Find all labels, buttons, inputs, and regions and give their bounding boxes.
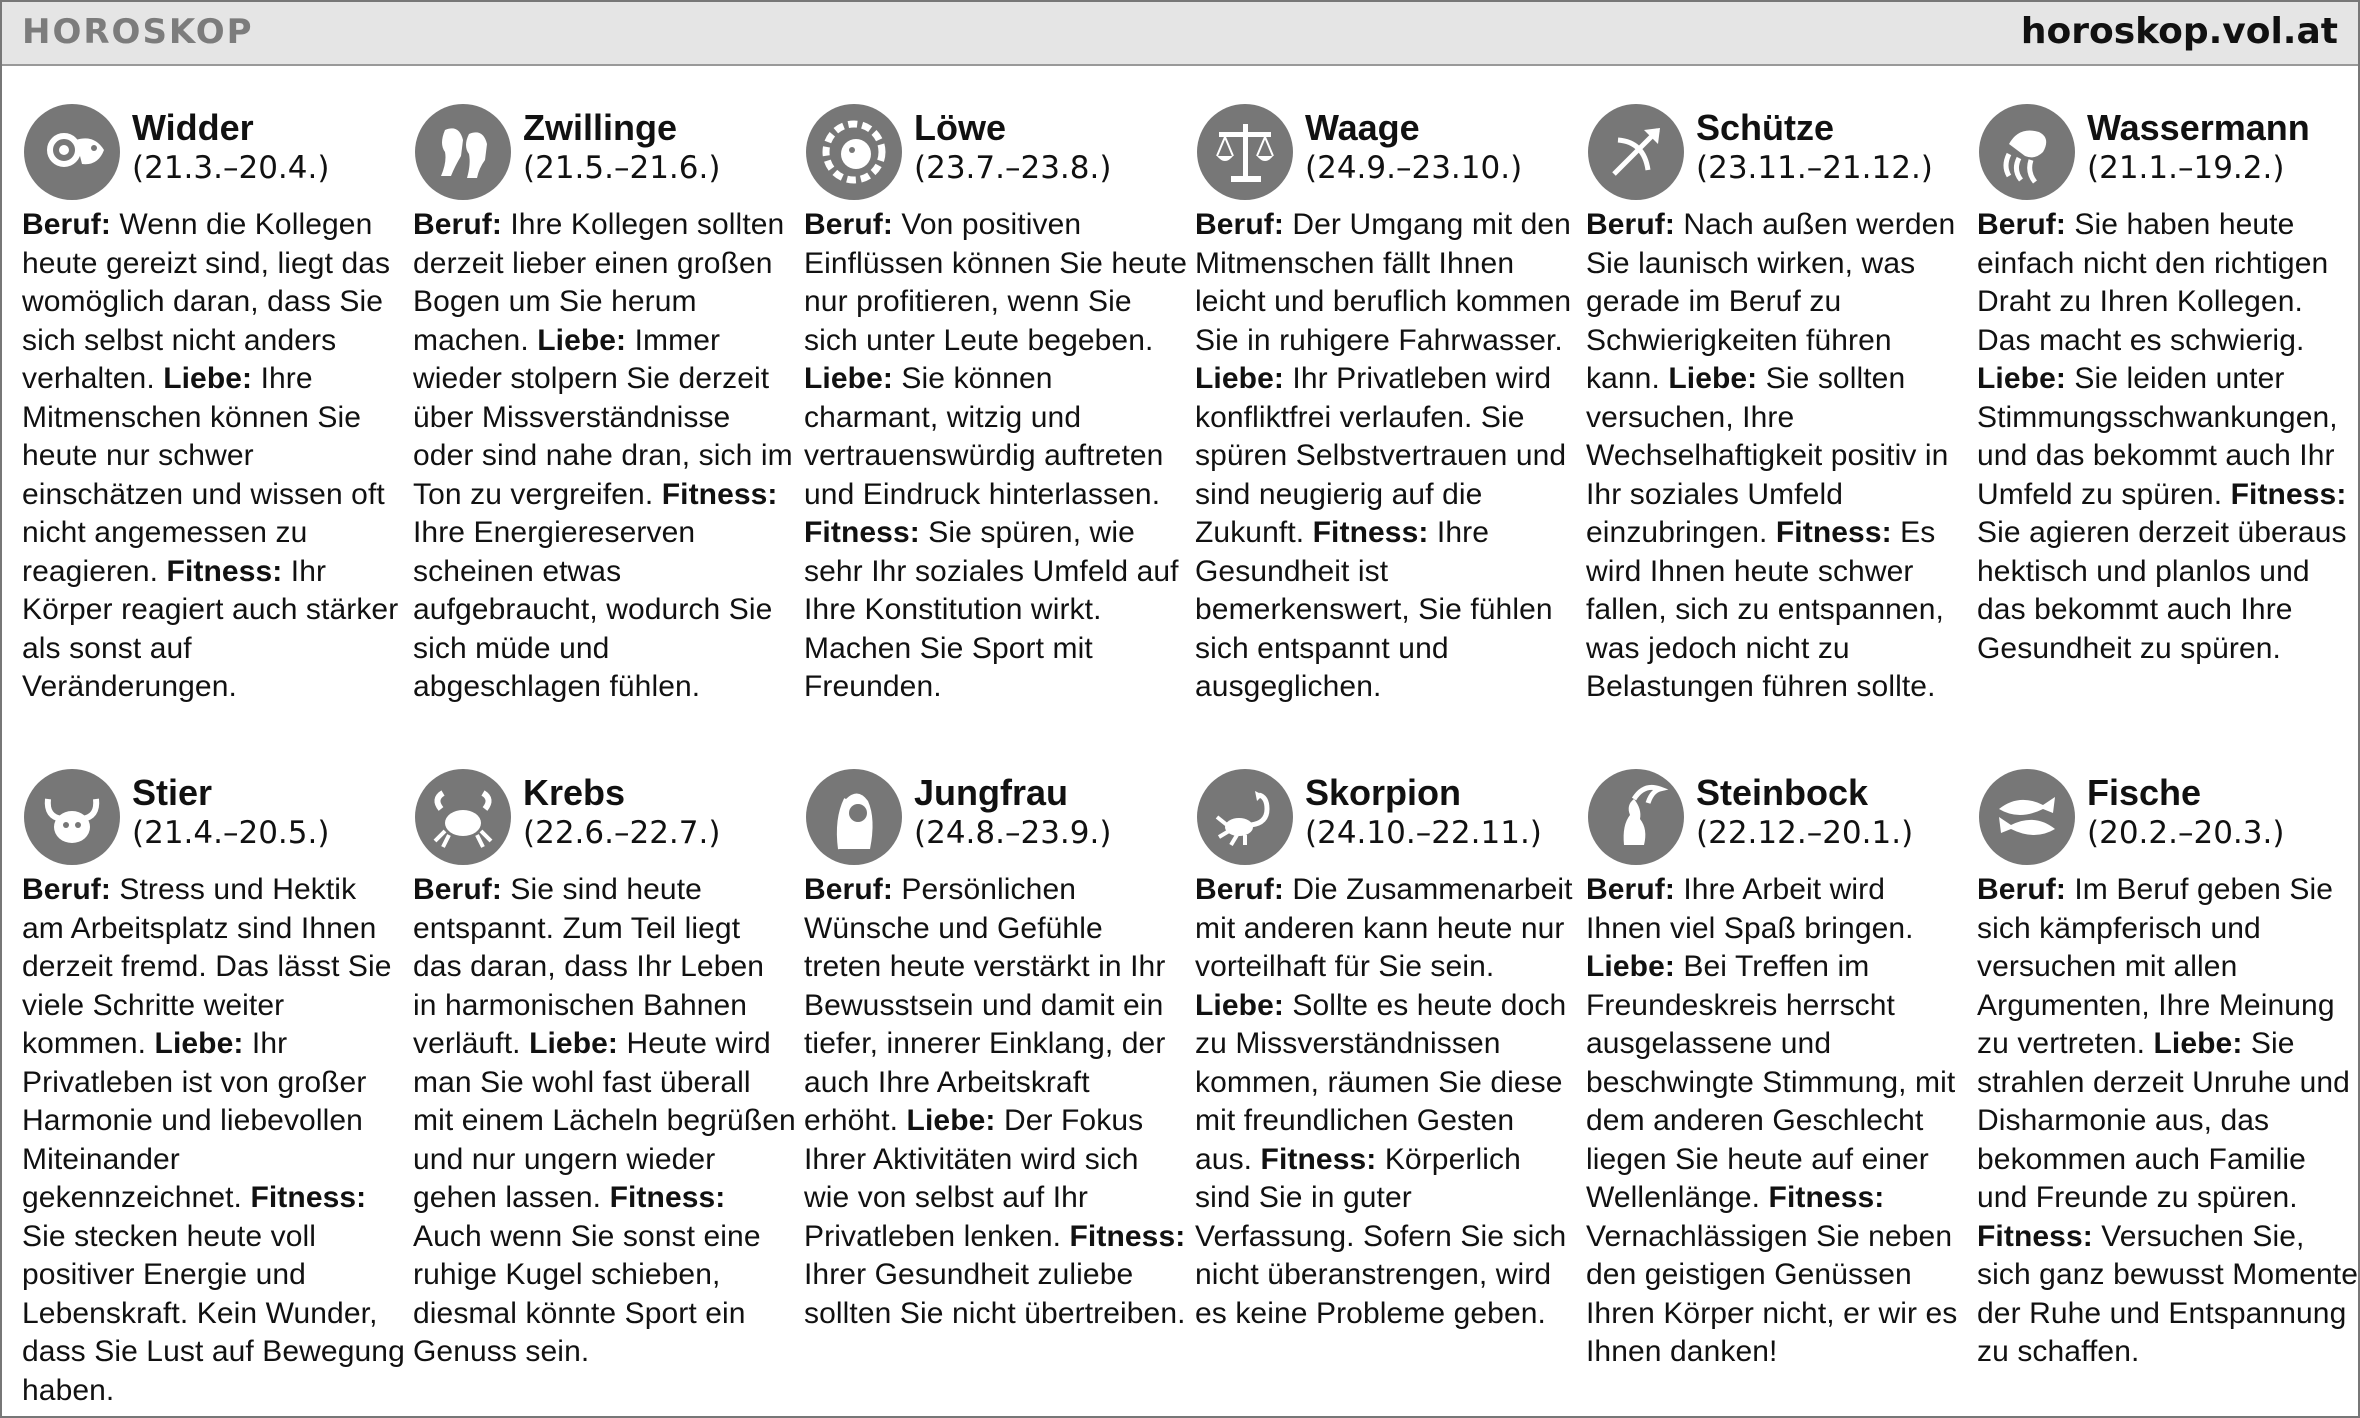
text-beruf: Nach außen werden Sie launisch wirken, was gerade im Beruf zu Schwierigkeiten führen kann. xyxy=(1586,208,1956,395)
label-fitness: Fitness: xyxy=(250,1181,367,1214)
sign-name: Wassermann xyxy=(2087,107,2310,148)
text-fitness: Ihre Gesundheit ist bemerkenswert, Sie fühlen sich entspannt und ausgeglichen. xyxy=(1195,516,1553,703)
label-fitness: Fitness: xyxy=(804,516,920,549)
sign-header xyxy=(1586,765,1969,871)
sign-dates: (24.9.–23.10.) xyxy=(1305,150,1523,186)
sign-header xyxy=(413,100,796,206)
text-fitness: Vernachlässigen Sie neben den geistigen Genüssen Ihren Körper nicht, er wir es Ihnen danken! xyxy=(1586,1219,1958,1368)
sign-dates: (24.10.–22.11.) xyxy=(1305,815,1542,851)
sign-text xyxy=(804,871,1187,1333)
sign-name: Stier xyxy=(132,772,213,813)
bull-icon xyxy=(24,769,120,865)
sign-name: Skorpion xyxy=(1305,772,1462,813)
sign-text xyxy=(1586,206,1969,707)
sign-name: Schütze xyxy=(1696,107,1835,148)
ibex-icon xyxy=(1588,769,1684,865)
text-liebe: Ihre Mitmenschen können Sie heute nur schwer einschätzen und wissen oft nicht angemessen zu reagieren. xyxy=(22,362,385,588)
sign-name: Zwillinge xyxy=(523,107,678,148)
sign-wassermann xyxy=(1977,100,2360,765)
label-fitness: Fitness: xyxy=(1260,1142,1377,1176)
label-liebe: Liebe: xyxy=(1195,362,1284,395)
sign-steinbock xyxy=(1586,765,1977,1400)
sign-text xyxy=(1586,871,1969,1372)
sign-text xyxy=(804,206,1187,707)
text-beruf: Persönlichen Wünsche und Gefühle treten heute verstärkt in Ihr Bewusstsein und damit ein tiefer, innerer Einklang, der auch Ihre Arbeitskraft erhöht. xyxy=(804,873,1166,1137)
fish-icon xyxy=(1979,769,2075,865)
sign-header xyxy=(22,765,405,871)
sign-header xyxy=(1977,765,2360,871)
sign-dates: (22.12.–20.1.) xyxy=(1696,815,1914,851)
text-beruf: Von positiven Einflüssen können Sie heute nur profitieren, wenn Sie sich unter Leute begeben. xyxy=(804,208,1187,357)
text-beruf: Der Umgang mit den Mitmenschen fällt Ihnen leicht und beruflich kommen Sie in ruhigere Fahrwasser. xyxy=(1195,208,1572,357)
text-beruf: Ihre Arbeit wird Ihnen viel Spaß bringen. xyxy=(1586,873,1914,945)
text-beruf: Stress und Hektik am Arbeitsplatz sind Ihnen derzeit fremd. Das lässt Sie viele Schritte weiter kommen. xyxy=(22,873,392,1060)
text-liebe: Sie strahlen derzeit Unruhe und Disharmonie aus, das bekommen auch Familie und Freunde zu spüren. xyxy=(1977,1027,2350,1214)
sign-dates: (21.3.–20.4.) xyxy=(132,150,330,186)
label-beruf: Beruf: xyxy=(1195,873,1284,906)
sign-zwillinge xyxy=(413,100,804,765)
label-fitness: Fitness: xyxy=(1312,516,1429,549)
crab-icon xyxy=(415,769,511,865)
label-beruf: Beruf: xyxy=(1977,873,2066,906)
label-liebe: Liebe: xyxy=(537,323,627,357)
text-liebe: Sollte es heute doch zu Missverständnissen kommen, räumen Sie diese mit freundlichen Gesten aus. xyxy=(1195,988,1567,1176)
label-liebe: Liebe: xyxy=(1977,362,2066,395)
label-liebe: Liebe: xyxy=(529,1027,619,1060)
label-liebe: Liebe: xyxy=(906,1104,996,1137)
sign-dates: (21.1.–19.2.) xyxy=(2087,150,2285,186)
label-beruf: Beruf: xyxy=(22,208,111,241)
text-beruf: Ihre Kollegen sollten derzeit lieber einen großen Bogen um Sie herum machen. xyxy=(413,208,785,357)
sign-jungfrau xyxy=(804,765,1195,1400)
label-beruf: Beruf: xyxy=(1977,208,2066,241)
page-title: HOROSKOP xyxy=(22,12,254,52)
sign-name: Fische xyxy=(2087,772,2202,813)
text-fitness: Versuchen Sie, sich ganz bewusst Momente der Ruhe und Entspannung zu schaffen. xyxy=(1977,1219,2359,1368)
water-bearer-icon xyxy=(1979,104,2075,200)
label-liebe: Liebe: xyxy=(1586,950,1675,983)
label-liebe: Liebe: xyxy=(1195,988,1284,1022)
text-liebe: Der Fokus Ihrer Aktivitäten wird sich wie von selbst auf Ihr Privatleben lenken. xyxy=(804,1104,1144,1253)
text-beruf: Sie haben heute einfach nicht den richtigen Draht zu Ihren Kollegen. Das macht es schwierig. xyxy=(1977,208,2329,357)
label-liebe: Liebe: xyxy=(154,1027,244,1060)
sign-text xyxy=(413,206,796,707)
label-fitness: Fitness: xyxy=(1775,516,1892,549)
text-liebe: Ihr Privatleben wird konfliktfrei verlaufen. Sie spüren Selbstvertrauen und sind neugierig auf die Zukunft. xyxy=(1195,362,1567,549)
label-beruf: Beruf: xyxy=(22,873,111,906)
sign-header xyxy=(413,765,796,871)
label-beruf: Beruf: xyxy=(804,873,893,906)
sign-dates: (21.4.–20.5.) xyxy=(132,815,330,851)
text-beruf: Wenn die Kollegen heute gereizt sind, liegt das womöglich daran, dass Sie sich selbst nicht anders verhalten. xyxy=(22,208,391,395)
sign-dates: (22.6.–22.7.) xyxy=(523,815,721,851)
sign-widder xyxy=(22,100,413,765)
text-liebe: Sie sollten versuchen, Ihre Wechselhaftigkeit positiv in Ihr soziales Umfeld einzubringen. xyxy=(1586,362,1949,549)
sign-löwe xyxy=(804,100,1195,765)
sign-text xyxy=(1977,871,2360,1372)
text-fitness: Ihrer Gesundheit zuliebe sollten Sie nicht übertreiben. xyxy=(804,1258,1186,1330)
sign-schütze xyxy=(1586,100,1977,765)
text-fitness: Sie stecken heute voll positiver Energie und Lebenskraft. Kein Wunder, dass Sie Lust auf Bewegung haben. xyxy=(22,1219,405,1407)
text-beruf: Die Zusammenarbeit mit anderen kann heute nur vorteilhaft für Sie sein. xyxy=(1195,873,1573,983)
sign-stier xyxy=(22,765,413,1407)
label-beruf: Beruf: xyxy=(413,208,502,241)
sign-text xyxy=(1977,206,2360,668)
scales-icon xyxy=(1197,104,1293,200)
site-url: horoskop.vol.at xyxy=(2020,11,2338,52)
label-fitness: Fitness: xyxy=(1069,1219,1186,1253)
sign-dates: (23.7.–23.8.) xyxy=(914,150,1112,186)
twins-icon xyxy=(415,104,511,200)
label-fitness: Fitness: xyxy=(661,477,778,511)
label-beruf: Beruf: xyxy=(804,208,893,241)
text-beruf: Im Beruf geben Sie sich kämpferisch und versuchen mit allen Argumenten, Ihre Meinung zu vertreten. xyxy=(1977,873,2335,1060)
text-liebe: Immer wieder stolpern Sie derzeit über Missverständnisse oder sind nahe dran, sich im Ton zu vergreifen. xyxy=(413,323,793,511)
text-liebe: Bei Treffen im Freundeskreis herrscht ausgelassene und beschwingte Stimmung, mit dem anderen Geschlecht liegen Sie heute auf einer Wellenlänge. xyxy=(1586,950,1956,1214)
label-fitness: Fitness: xyxy=(609,1181,726,1214)
sign-text xyxy=(22,206,405,707)
text-liebe: Heute wird man Sie wohl fast überall mit einem Lächeln begrüßen und nur ungern wieder gehen lassen. xyxy=(413,1027,796,1214)
label-beruf: Beruf: xyxy=(413,873,502,906)
label-beruf: Beruf: xyxy=(1586,873,1675,906)
sign-text xyxy=(413,871,796,1372)
sign-name: Widder xyxy=(132,107,254,148)
label-fitness: Fitness: xyxy=(1768,1181,1885,1214)
sign-header xyxy=(22,100,405,206)
archer-icon xyxy=(1588,104,1684,200)
text-fitness: Ihre Energiereserven scheinen etwas aufgebraucht, wodurch Sie sich müde und abgeschlagen fühlen. xyxy=(413,516,773,703)
sign-dates: (20.2.–20.3.) xyxy=(2087,815,2285,851)
sign-dates: (23.11.–21.12.) xyxy=(1696,150,1933,186)
text-fitness: Es wird Ihnen heute schwer fallen, sich zu entspannen, was jedoch nicht zu Belastungen führen sollte. xyxy=(1586,516,1944,703)
label-liebe: Liebe: xyxy=(1668,362,1758,395)
sign-header xyxy=(1195,765,1578,871)
label-liebe: Liebe: xyxy=(163,362,253,395)
sign-name: Jungfrau xyxy=(914,772,1069,813)
sign-header xyxy=(804,765,1187,871)
header-bar xyxy=(2,2,2358,66)
text-fitness: Auch wenn Sie sonst eine ruhige Kugel schieben, diesmal könnte Sport ein Genuss sein. xyxy=(413,1219,761,1368)
ram-icon xyxy=(24,104,120,200)
sign-name: Steinbock xyxy=(1696,772,1869,813)
sign-name: Löwe xyxy=(914,107,1007,148)
sign-header xyxy=(804,100,1187,206)
scorpion-icon xyxy=(1197,769,1293,865)
sign-name: Waage xyxy=(1305,107,1420,148)
sign-header xyxy=(1586,100,1969,206)
label-beruf: Beruf: xyxy=(1195,208,1284,241)
text-liebe: Sie können charmant, witzig und vertrauenswürdig auftreten und Eindruck hinterlassen. xyxy=(804,362,1164,511)
sign-grid xyxy=(22,100,2359,1407)
sign-text xyxy=(1195,871,1578,1333)
label-fitness: Fitness: xyxy=(2230,477,2347,511)
text-fitness: Sie spüren, wie sehr Ihr soziales Umfeld auf Ihre Konstitution wirkt. Machen Sie Sport mit Freunden. xyxy=(804,516,1179,703)
text-beruf: Sie sind heute entspannt. Zum Teil liegt das daran, dass Ihr Leben in harmonischen Bahnen verläuft. xyxy=(413,873,765,1060)
label-fitness: Fitness: xyxy=(166,554,283,588)
sign-text xyxy=(22,871,405,1410)
label-liebe: Liebe: xyxy=(804,362,893,395)
sign-header xyxy=(1977,100,2360,206)
sign-skorpion xyxy=(1195,765,1586,1400)
sign-dates: (21.5.–21.6.) xyxy=(523,150,721,186)
sign-dates: (24.8.–23.9.) xyxy=(914,815,1112,851)
sign-waage xyxy=(1195,100,1586,765)
text-fitness: Körperlich sind Sie in guter Verfassung. Sofern Sie sich nicht überanstrengen, wird es keine Probleme geben. xyxy=(1195,1142,1567,1330)
sign-fische xyxy=(1977,765,2360,1400)
text-liebe: Ihr Privatleben ist von großer Harmonie und liebevollen Miteinander gekennzeichnet. xyxy=(22,1027,367,1214)
text-fitness: Sie agieren derzeit überaus hektisch und planlos und das bekommt auch Ihre Gesundheit zu spüren. xyxy=(1977,516,2347,665)
text-liebe: Sie leiden unter Stimmungsschwankungen, und das bekommt auch Ihr Umfeld zu spüren. xyxy=(1977,362,2338,511)
label-beruf: Beruf: xyxy=(1586,208,1675,241)
virgin-icon xyxy=(806,769,902,865)
sign-header xyxy=(1195,100,1578,206)
text-fitness: Ihr Körper reagiert auch stärker als sonst auf Veränderungen. xyxy=(22,554,399,703)
label-liebe: Liebe: xyxy=(2153,1027,2243,1060)
sign-name: Krebs xyxy=(523,772,626,813)
lion-icon xyxy=(806,104,902,200)
sign-krebs xyxy=(413,765,804,1400)
sign-text xyxy=(1195,206,1578,707)
label-fitness: Fitness: xyxy=(1977,1219,2093,1253)
